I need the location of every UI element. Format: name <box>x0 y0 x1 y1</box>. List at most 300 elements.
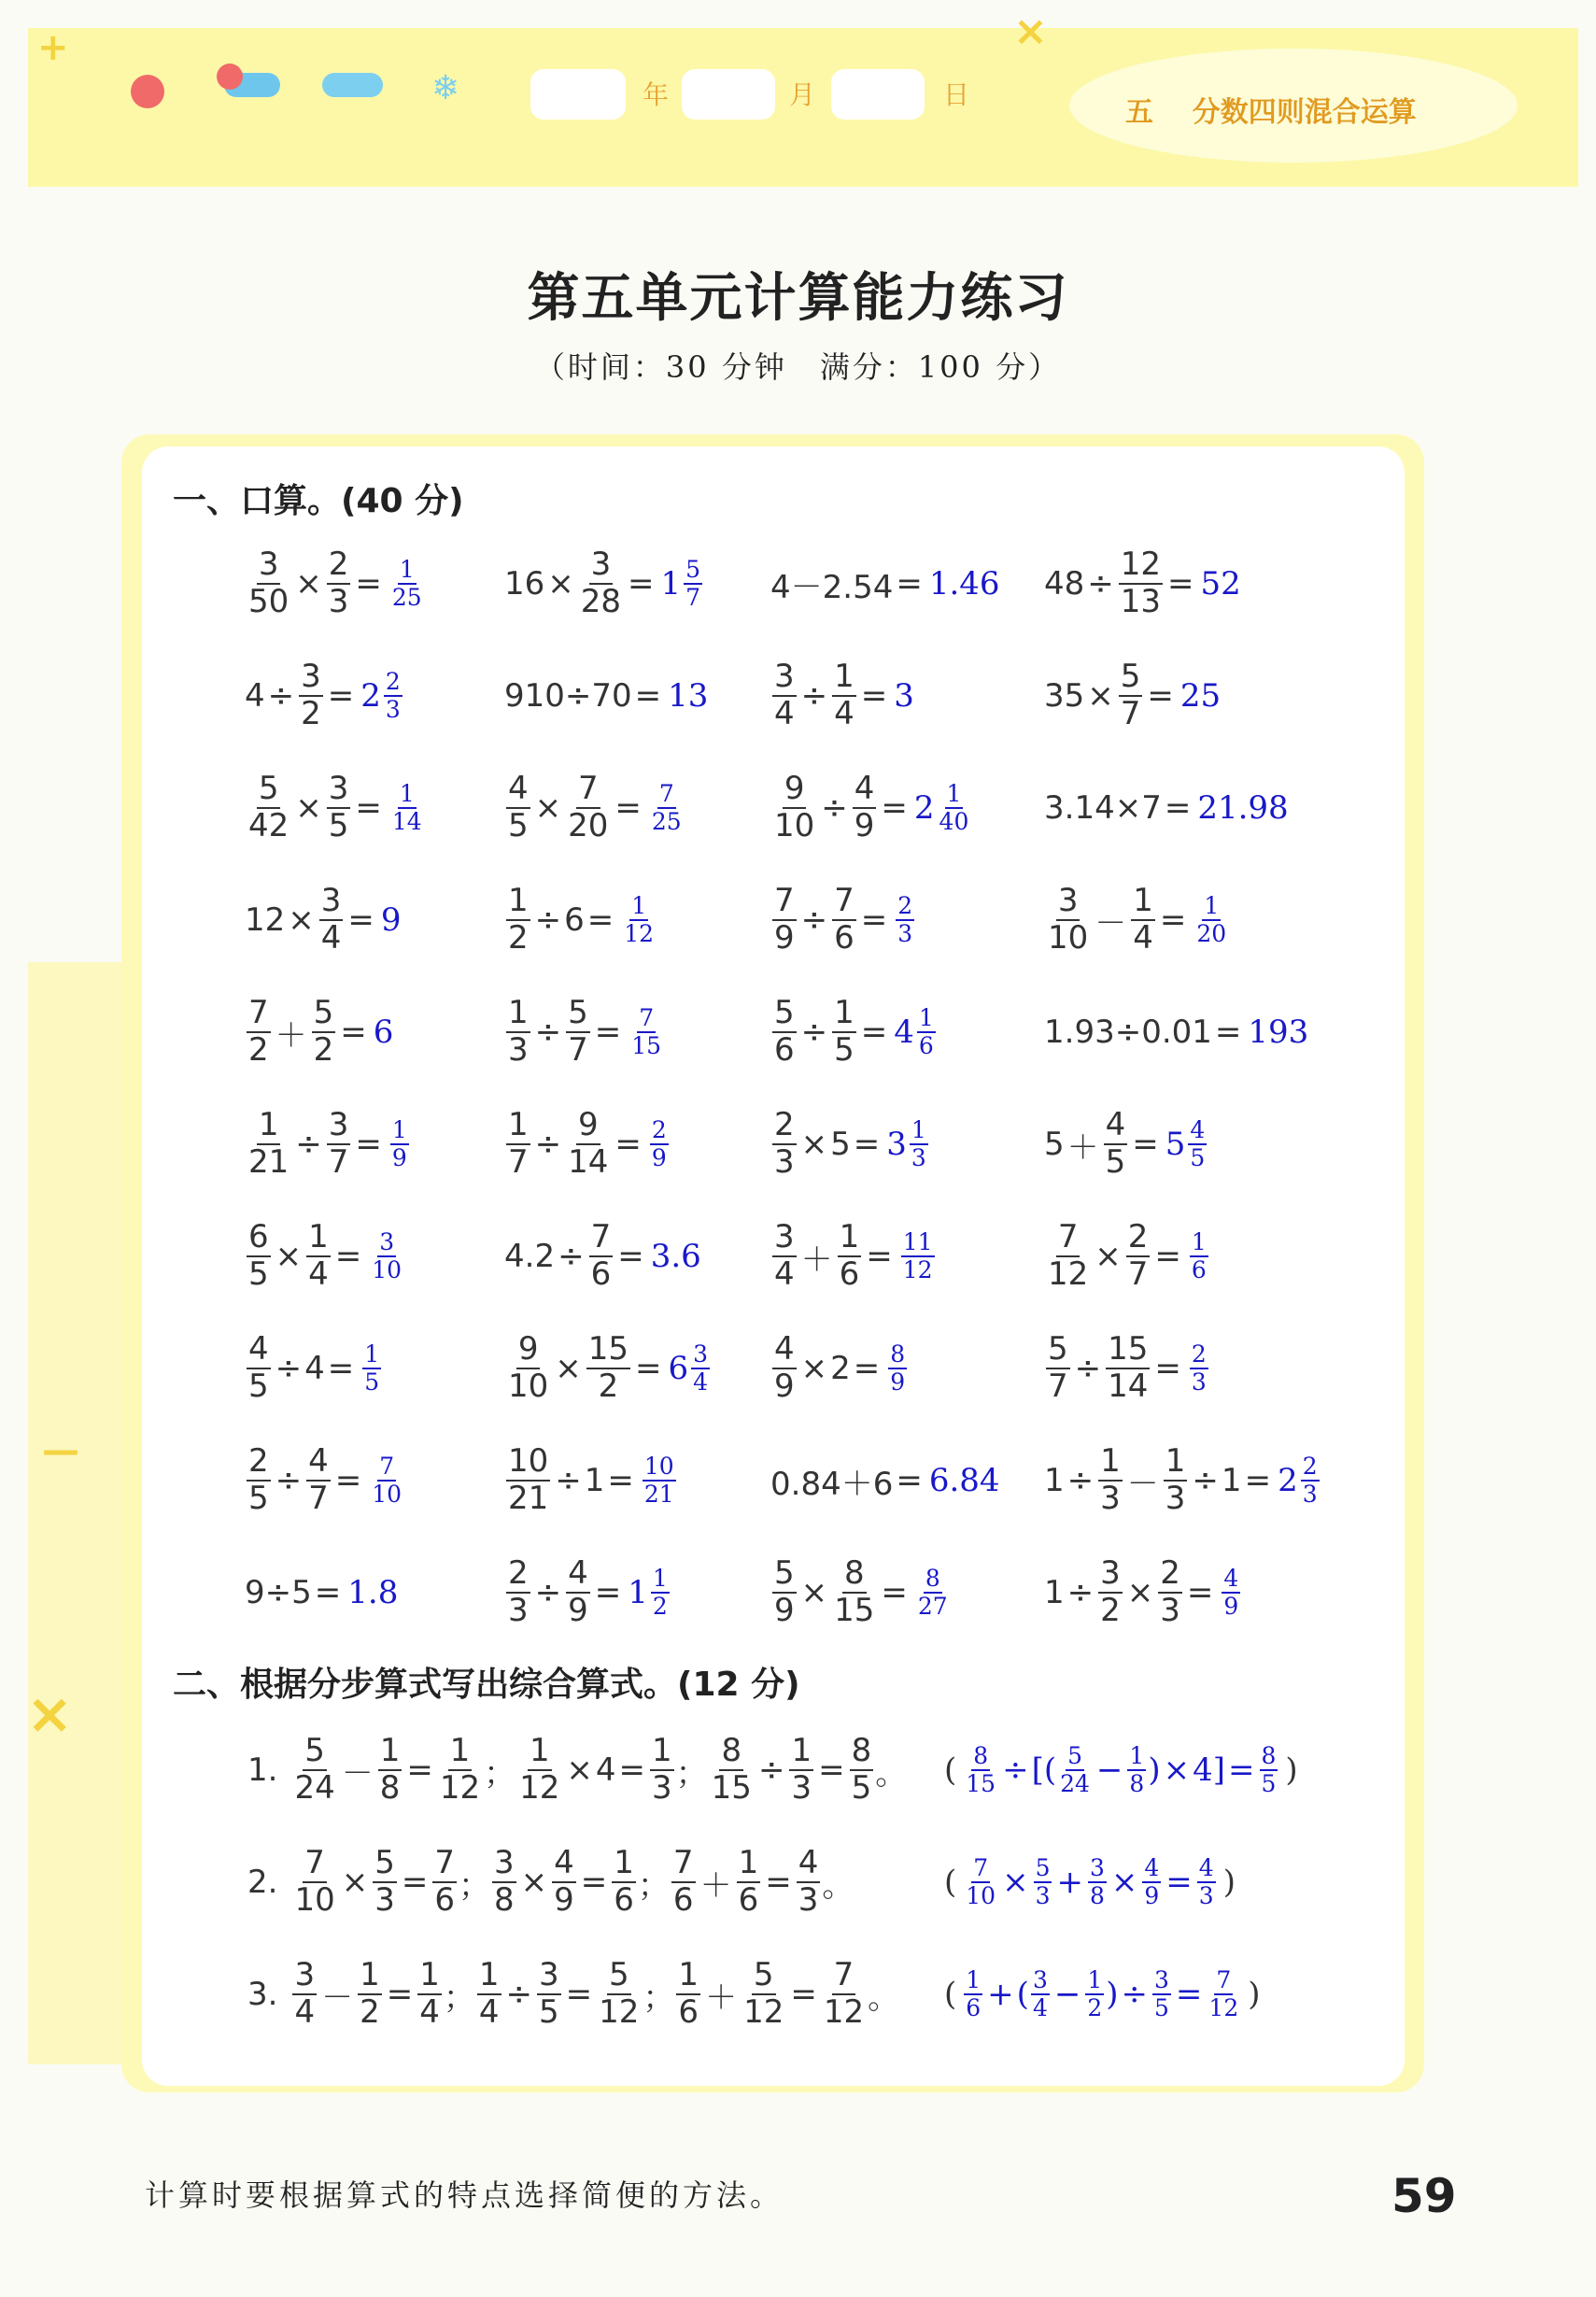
denominator: 9 <box>1144 1882 1160 1909</box>
answer: 52 <box>1200 565 1241 603</box>
numerator: 3 <box>774 1218 795 1256</box>
oral-calc-item <box>770 771 972 845</box>
month-input[interactable] <box>682 69 775 120</box>
term: 0.84＋6 <box>770 1465 894 1503</box>
denominator: 12 <box>624 920 655 947</box>
numerator: 15 <box>1108 1330 1149 1368</box>
operator: = <box>594 1014 622 1051</box>
numerator: 7 <box>657 782 676 809</box>
answer <box>669 1342 713 1396</box>
fraction <box>517 1732 561 1807</box>
fraction <box>964 1853 997 1909</box>
numerator: 1 <box>910 1118 928 1145</box>
denominator: 25 <box>651 808 682 835</box>
operator: × <box>1126 1574 1154 1611</box>
operator: × <box>566 1751 593 1789</box>
denominator: 7 <box>328 1143 349 1181</box>
numerator: 5 <box>1120 658 1141 696</box>
operator: ÷ <box>555 1462 582 1499</box>
operator: × <box>800 1126 828 1163</box>
numerator: 2 <box>508 1554 529 1593</box>
numerator: 1 <box>1127 1744 1146 1771</box>
operator: × <box>520 1864 548 1901</box>
fraction <box>247 1106 290 1181</box>
fraction <box>247 1442 271 1517</box>
fraction <box>832 994 856 1069</box>
denominator: 6 <box>678 1993 699 2031</box>
denominator: 5 <box>834 1031 854 1069</box>
denominator: 4 <box>320 919 342 957</box>
item-number: 2. <box>247 1864 278 1901</box>
fraction <box>772 1554 797 1629</box>
numerator: 4 <box>798 1844 819 1882</box>
numerator: 7 <box>637 1006 656 1033</box>
operator: × <box>800 1350 828 1387</box>
denominator: 12 <box>519 1769 560 1807</box>
combined-expression-answer <box>939 1957 1266 2032</box>
fraction <box>964 1965 982 2021</box>
operator: = <box>853 1350 881 1387</box>
numerator: 1 <box>449 1732 471 1770</box>
operator: = <box>327 677 355 715</box>
oral-calc-item <box>1044 1555 1242 1630</box>
fraction <box>1126 1218 1151 1293</box>
denominator: 2 <box>313 1031 334 1069</box>
answer <box>1220 1564 1242 1620</box>
year-input[interactable] <box>530 69 626 120</box>
denominator: 24 <box>1060 1770 1090 1797</box>
oral-calc-item <box>1044 659 1221 733</box>
numerator: 11 <box>901 1230 935 1257</box>
answer <box>1188 1342 1210 1396</box>
numerator: 1 <box>629 894 648 921</box>
numerator: 2 <box>1301 1454 1320 1482</box>
oral-calc-item <box>770 546 1000 621</box>
fraction <box>319 882 344 957</box>
fraction <box>362 1342 381 1396</box>
fraction <box>1046 1330 1070 1405</box>
operator: ＋ <box>1066 1128 1099 1167</box>
denominator: 5 <box>1105 1143 1126 1181</box>
numerator: 8 <box>843 1554 865 1593</box>
numerator: 7 <box>774 882 795 920</box>
fraction <box>896 891 914 947</box>
denominator: 4 <box>834 695 854 732</box>
denominator: 5 <box>539 1993 559 2031</box>
fraction <box>1207 1965 1240 2021</box>
answer <box>368 1454 405 1508</box>
open-paren: ( <box>944 1751 957 1789</box>
numerator: 9 <box>784 770 805 808</box>
operator: = <box>1214 1014 1242 1051</box>
operator: = <box>860 677 888 715</box>
numerator: 1 <box>390 1118 409 1145</box>
fraction <box>327 1106 351 1181</box>
denominator: 6 <box>834 919 854 957</box>
answer: 6 <box>373 1014 394 1051</box>
operator: = <box>594 1574 622 1611</box>
fraction <box>1031 1965 1050 2021</box>
answer <box>360 667 404 723</box>
denominator: 3 <box>508 1592 529 1629</box>
answer <box>914 1564 952 1620</box>
numerator: 4 <box>248 1330 269 1368</box>
answer <box>641 1454 678 1508</box>
page-subtitle: （时间：30 分钟 满分：100 分） <box>534 349 1062 385</box>
operator: ÷ <box>267 677 295 715</box>
oral-calc-item <box>1044 883 1230 957</box>
answer: 25 <box>1179 677 1222 715</box>
numerator: 5 <box>258 770 279 808</box>
denominator: 12 <box>1208 1994 1239 2021</box>
denominator: 10 <box>372 1256 403 1283</box>
denominator: 3 <box>1198 1882 1214 1909</box>
fraction <box>772 882 797 957</box>
denominator: 2 <box>508 919 529 957</box>
numerator: 4 <box>554 1844 574 1882</box>
partly-cloudy-icon <box>224 73 280 97</box>
oral-calc-item <box>245 659 404 733</box>
answer <box>886 1342 909 1396</box>
fraction <box>737 1844 761 1919</box>
numerator: 4 <box>1188 1118 1207 1145</box>
answer-whole: 1 <box>628 1574 648 1611</box>
item-number: 3. <box>247 1976 278 2013</box>
fraction <box>1131 882 1155 957</box>
oral-calc-item <box>1044 995 1308 1070</box>
denominator: 8 <box>1089 1882 1105 1909</box>
numerator: 3 <box>328 1106 349 1144</box>
fraction <box>1142 1853 1161 1909</box>
fraction <box>589 1218 614 1293</box>
answer <box>628 1003 665 1059</box>
operator: = <box>765 1864 792 1901</box>
numerator: 9 <box>517 1330 539 1368</box>
numerator: 7 <box>434 1844 455 1882</box>
numerator: 2 <box>1160 1554 1180 1593</box>
numerator: 7 <box>1214 1968 1233 1995</box>
fraction <box>506 1106 530 1181</box>
answer <box>894 891 916 947</box>
denominator: 4 <box>1032 1994 1048 2021</box>
close-paren: ) <box>1248 1976 1261 2013</box>
denominator: 4 <box>774 695 795 732</box>
denominator: 21 <box>508 1480 549 1517</box>
operator: ÷ <box>534 1014 562 1051</box>
oral-calc-item <box>770 1331 909 1406</box>
numerator: 1 <box>964 1968 982 1995</box>
denominator: 20 <box>568 807 609 844</box>
denominator: 3 <box>652 1769 672 1807</box>
numerator: 1 <box>1202 894 1221 921</box>
denominator: 5 <box>328 807 349 844</box>
operator: × <box>555 1350 582 1387</box>
fraction <box>586 1330 630 1405</box>
fraction <box>306 1218 331 1293</box>
answer <box>388 1115 411 1171</box>
numerator: 5 <box>1066 1744 1084 1771</box>
operator: = <box>580 1864 608 1901</box>
term: ； <box>443 1978 475 2017</box>
combined-expression-answer <box>939 1845 1241 1920</box>
denominator: 28 <box>580 583 622 620</box>
oral-calc-item <box>770 883 916 957</box>
numerator: 1 <box>308 1218 329 1256</box>
term: 。 <box>875 1754 908 1793</box>
operator: = <box>1154 1350 1181 1387</box>
denominator: 21 <box>248 1143 290 1181</box>
denominator: 4 <box>419 1993 440 2031</box>
fraction <box>390 555 424 611</box>
numerator: 3 <box>774 658 795 696</box>
fraction <box>417 1956 442 2031</box>
answer: 1.8 <box>347 1574 399 1611</box>
oral-calc-item <box>245 1107 411 1182</box>
operator: ÷ <box>275 1350 303 1387</box>
denominator: 4 <box>308 1255 329 1293</box>
numerator: 5 <box>313 994 334 1032</box>
denominator: 3 <box>774 1143 795 1181</box>
denominator: 12 <box>902 1256 933 1283</box>
operator: = <box>327 1350 355 1387</box>
numerator: 8 <box>851 1732 872 1770</box>
numerator: 1 <box>791 1732 812 1770</box>
answer-whole: 2 <box>913 789 935 827</box>
year-label: 年 <box>643 79 670 110</box>
denominator: 10 <box>774 807 815 844</box>
footer-tip: 计算时要根据算式的特点选择简便的方法。 <box>145 2177 784 2213</box>
open-paren: ( <box>944 1976 957 2013</box>
cloudy-icon <box>322 73 383 97</box>
page-number: 59 <box>1391 2169 1457 2223</box>
fraction <box>492 1844 516 1919</box>
numerator: 1 <box>1165 1442 1186 1481</box>
denominator: 15 <box>834 1592 875 1629</box>
numerator: 5 <box>684 558 702 585</box>
operator: = <box>334 1238 362 1275</box>
fraction <box>612 1844 636 1919</box>
numerator: 6 <box>248 1218 269 1256</box>
denominator: 9 <box>554 1881 574 1919</box>
denominator: 3 <box>1165 1480 1186 1517</box>
operator: = <box>853 1126 881 1163</box>
numerator: 1 <box>945 782 964 809</box>
term: 4－2.54 <box>770 568 894 606</box>
operator: = <box>614 789 642 827</box>
denominator: 2 <box>1100 1592 1121 1629</box>
denominator: 15 <box>711 1769 752 1807</box>
open-paren: ( <box>944 1864 957 1901</box>
fraction <box>1088 1853 1107 1909</box>
answer <box>1165 1115 1209 1171</box>
numerator: 4 <box>508 770 529 808</box>
denominator: 6 <box>1191 1256 1207 1283</box>
term: 6 <box>564 901 585 939</box>
denominator: 9 <box>568 1592 588 1629</box>
fraction <box>832 660 856 730</box>
operator: = <box>565 1976 593 2013</box>
operator: = <box>866 1238 893 1275</box>
numerator: 7 <box>971 1856 990 1883</box>
denominator: 9 <box>774 919 795 957</box>
operator: = <box>818 1751 845 1789</box>
denominator: 3 <box>385 696 401 723</box>
denominator: 10 <box>966 1882 996 1909</box>
operator: = <box>334 1462 362 1499</box>
fraction <box>358 1956 382 2031</box>
denominator: 4 <box>478 1993 500 2031</box>
denominator: 25 <box>391 584 422 611</box>
operator: × <box>341 1864 369 1901</box>
oral-calc-item <box>770 1555 952 1630</box>
denominator: 3 <box>911 1144 926 1171</box>
unit-title: 五 分数四则混合运算 <box>1125 96 1417 129</box>
fraction <box>1098 1554 1123 1629</box>
answer-whole: 2 <box>360 677 381 715</box>
denominator: 42 <box>248 807 290 844</box>
fraction <box>917 1003 936 1059</box>
fraction <box>566 770 610 844</box>
operator: － <box>341 1754 374 1793</box>
fraction <box>566 1554 590 1629</box>
fraction <box>566 1106 610 1181</box>
numerator: 5 <box>304 1732 325 1770</box>
fraction <box>384 667 403 723</box>
operator: = <box>1154 1238 1181 1275</box>
fraction <box>650 1732 674 1807</box>
denominator: 3 <box>1302 1481 1318 1508</box>
denominator: 6 <box>590 1255 612 1293</box>
denominator: 6 <box>774 1031 795 1069</box>
numerator: 1 <box>1133 882 1153 920</box>
answer <box>368 1227 405 1283</box>
operator: × <box>547 565 574 603</box>
numerator: 3 <box>691 1342 710 1369</box>
numerator: 1 <box>738 1844 759 1882</box>
term: 12 <box>245 901 286 939</box>
operator: ÷ <box>800 1014 828 1051</box>
operator: ＋ <box>705 1978 738 2017</box>
denominator: 3 <box>328 583 349 620</box>
operator: = <box>347 901 374 939</box>
fraction <box>506 994 530 1069</box>
numerator: 1 <box>1190 1230 1208 1257</box>
numerator: 3 <box>320 882 342 920</box>
fraction <box>566 994 590 1069</box>
denominator: 7 <box>685 584 701 611</box>
numerator: 1 <box>362 1342 381 1369</box>
operator: = <box>355 565 382 603</box>
fraction <box>1046 1218 1090 1293</box>
denominator: 6 <box>614 1881 634 1919</box>
denominator: 3 <box>1035 1882 1051 1909</box>
numerator: 2 <box>1127 1218 1149 1256</box>
fraction <box>964 1741 997 1797</box>
denominator: 14 <box>568 1143 609 1181</box>
fraction <box>789 1732 813 1807</box>
operator: = <box>634 677 662 715</box>
answer <box>360 1342 383 1396</box>
denominator: 5 <box>508 807 529 844</box>
fraction <box>327 548 351 618</box>
denominator: 6 <box>966 1994 982 2021</box>
operator: ÷ <box>1066 1462 1095 1499</box>
times-decoration: × <box>26 1681 74 1747</box>
close-paren: ) <box>1285 1751 1298 1789</box>
numerator: 4 <box>1197 1856 1216 1883</box>
denominator: 6 <box>672 1881 694 1919</box>
oral-calc-item <box>245 546 426 621</box>
oral-calc-item <box>770 659 914 733</box>
operator: × <box>295 565 322 603</box>
oral-calc-item <box>770 995 938 1070</box>
fraction <box>1127 1741 1146 1797</box>
fraction <box>1197 1853 1216 1909</box>
fraction <box>643 1454 676 1508</box>
numerator: 3 <box>328 770 349 808</box>
denominator: 14 <box>391 808 422 835</box>
oral-calc-item <box>504 995 665 1070</box>
denominator: 15 <box>631 1032 662 1059</box>
term: ) <box>1148 1751 1161 1789</box>
oral-calc-item <box>504 1331 712 1406</box>
operator: × <box>295 789 322 827</box>
numerator: 1 <box>258 1106 279 1144</box>
denominator: 4 <box>693 1368 709 1396</box>
operator: = <box>896 1462 923 1499</box>
fraction <box>390 779 424 835</box>
operator: = <box>1165 1864 1193 1901</box>
day-input[interactable] <box>831 69 925 120</box>
fraction <box>850 1732 874 1807</box>
answer <box>1278 1454 1321 1508</box>
term: 9÷5 <box>245 1574 312 1611</box>
denominator: 12 <box>599 1993 640 2031</box>
denominator: 3 <box>508 1031 529 1069</box>
denominator: 2 <box>1087 1994 1103 2021</box>
numerator: 7 <box>590 1218 612 1256</box>
answer-whole: 1 <box>660 565 682 603</box>
fraction <box>506 1554 530 1629</box>
numerator: 4 <box>1105 1106 1126 1144</box>
term: 1 <box>1044 1462 1065 1499</box>
combined-expression-answer <box>939 1733 1304 1808</box>
answer <box>1193 891 1230 947</box>
fraction <box>1260 1741 1278 1797</box>
numerator: 3 <box>301 658 321 696</box>
operator: = <box>1164 789 1192 827</box>
operator: ÷ <box>1087 565 1114 603</box>
fraction <box>1164 1442 1188 1517</box>
numerator: 3 <box>494 1844 515 1882</box>
denominator: 10 <box>294 1881 335 1919</box>
answer <box>660 555 705 611</box>
denominator: 8 <box>494 1881 515 1919</box>
operator: + <box>987 1976 1014 2013</box>
oral-calc-item <box>504 771 685 845</box>
term: ( <box>1016 1976 1029 2013</box>
numerator: 2 <box>1190 1342 1208 1369</box>
denominator: 9 <box>1223 1593 1239 1620</box>
fraction <box>710 1732 754 1807</box>
operator: = <box>1159 901 1187 939</box>
operator: = <box>1167 565 1194 603</box>
section-1-heading: 一、口算。(40 分) <box>173 482 464 520</box>
oral-calc-item <box>770 1219 937 1294</box>
numerator: 7 <box>833 1956 854 1994</box>
denominator: 10 <box>508 1368 549 1405</box>
operator: = <box>355 1126 382 1163</box>
